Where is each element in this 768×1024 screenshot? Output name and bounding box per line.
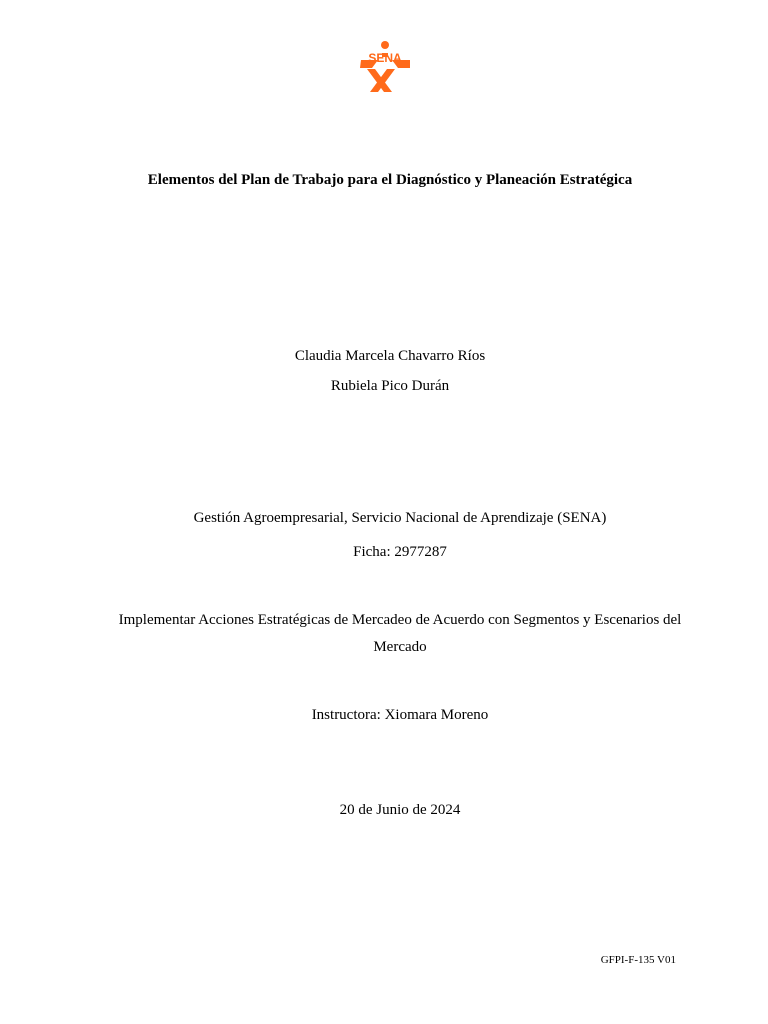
- logo-text: SENA: [368, 51, 402, 65]
- sena-logo: [356, 40, 414, 96]
- form-code: GFPI-F-135 V01: [600, 954, 676, 966]
- document-date: 20 de Junio de 2024: [339, 802, 461, 818]
- ficha-number: Ficha: 2977287: [353, 544, 447, 560]
- course-name-line-2: Mercado: [373, 639, 427, 655]
- instructor-name: Instructora: Xiomara Moreno: [311, 707, 489, 723]
- course-name-line-1: Implementar Acciones Estratégicas de Mercadeo de Acuerdo con Segmentos y Escenarios del: [118, 612, 682, 628]
- author-2: Rubiela Pico Durán: [330, 378, 450, 394]
- program-name: Gestión Agroempresarial, Servicio Nacional de Aprendizaje (SENA): [193, 510, 607, 526]
- document-title: Elementos del Plan de Trabajo para el Diagnóstico y Planeación Estratégica: [147, 172, 633, 188]
- author-1: Claudia Marcela Chavarro Ríos: [294, 348, 486, 364]
